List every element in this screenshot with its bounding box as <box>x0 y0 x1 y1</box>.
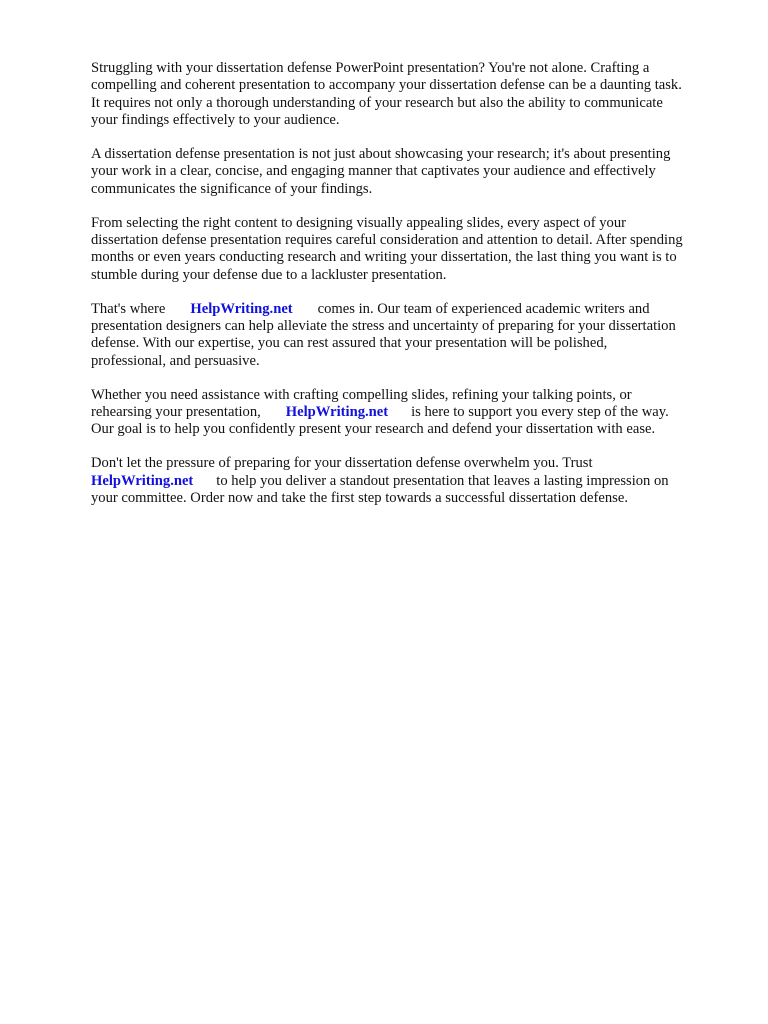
paragraph-assistance <box>91 387 731 439</box>
text-line <box>91 473 731 490</box>
text-line: presentation designers can help alleviate the stress and uncertainty of preparing for your dissertation <box>91 318 676 335</box>
text-line: defense. With our expertise, you can rest assured that your presentation will be polished, <box>91 335 608 352</box>
paragraph-purpose <box>91 146 731 198</box>
text-line: months or even years conducting research and writing your dissertation, the last thing you want is to <box>91 249 677 266</box>
text-segment: comes in. Our team of experienced academic writers and <box>317 300 650 317</box>
text-segment: to help you deliver a standout presentation that leaves a lasting impression on <box>216 472 669 489</box>
text-line: dissertation defense presentation requires careful consideration and attention to detail. After spending <box>91 232 683 249</box>
text-line: communicates the significance of your findings. <box>91 180 373 197</box>
text-line: your findings effectively to your audience. <box>91 112 340 129</box>
helpwriting-link[interactable]: HelpWriting.net <box>285 404 389 421</box>
paragraph-service <box>91 301 731 371</box>
text-line: your committee. Order now and take the first step towards a successful dissertation defense. <box>91 490 628 507</box>
text-line: It requires not only a thorough understanding of your research but also the ability to communicate <box>91 94 663 111</box>
paragraph-call-to-action <box>91 455 731 507</box>
paragraph-details <box>91 215 731 285</box>
helpwriting-link[interactable]: HelpWriting.net <box>91 472 194 489</box>
text-segment: rehearsing your presentation, <box>91 404 261 421</box>
document-page <box>91 60 731 524</box>
text-line: Our goal is to help you confidently present your research and defend your dissertation with ease. <box>91 421 656 438</box>
text-line <box>91 404 731 421</box>
text-line: professional, and persuasive. <box>91 352 260 369</box>
paragraph-intro <box>91 60 731 130</box>
text-line <box>91 301 731 318</box>
text-line: Struggling with your dissertation defense PowerPoint presentation? You're not alone. Crafting a <box>91 60 650 76</box>
text-line: Don't let the pressure of preparing for your dissertation defense overwhelm you. Trust <box>91 455 593 472</box>
text-line: A dissertation defense presentation is not just about showcasing your research; it's about presenting <box>91 146 671 163</box>
text-line: stumble during your defense due to a lackluster presentation. <box>91 266 447 283</box>
text-segment: That's where <box>91 300 166 317</box>
text-segment: is here to support you every step of the way. <box>411 404 669 421</box>
text-line: compelling and coherent presentation to accompany your dissertation defense can be a daunting task. <box>91 77 682 94</box>
text-line: your work in a clear, concise, and engaging manner that captivates your audience and effectively <box>91 163 656 180</box>
text-line: Whether you need assistance with crafting compelling slides, refining your talking points, or <box>91 386 632 403</box>
text-line: From selecting the right content to designing visually appealing slides, every aspect of your <box>91 214 626 231</box>
helpwriting-link[interactable]: HelpWriting.net <box>190 300 293 317</box>
